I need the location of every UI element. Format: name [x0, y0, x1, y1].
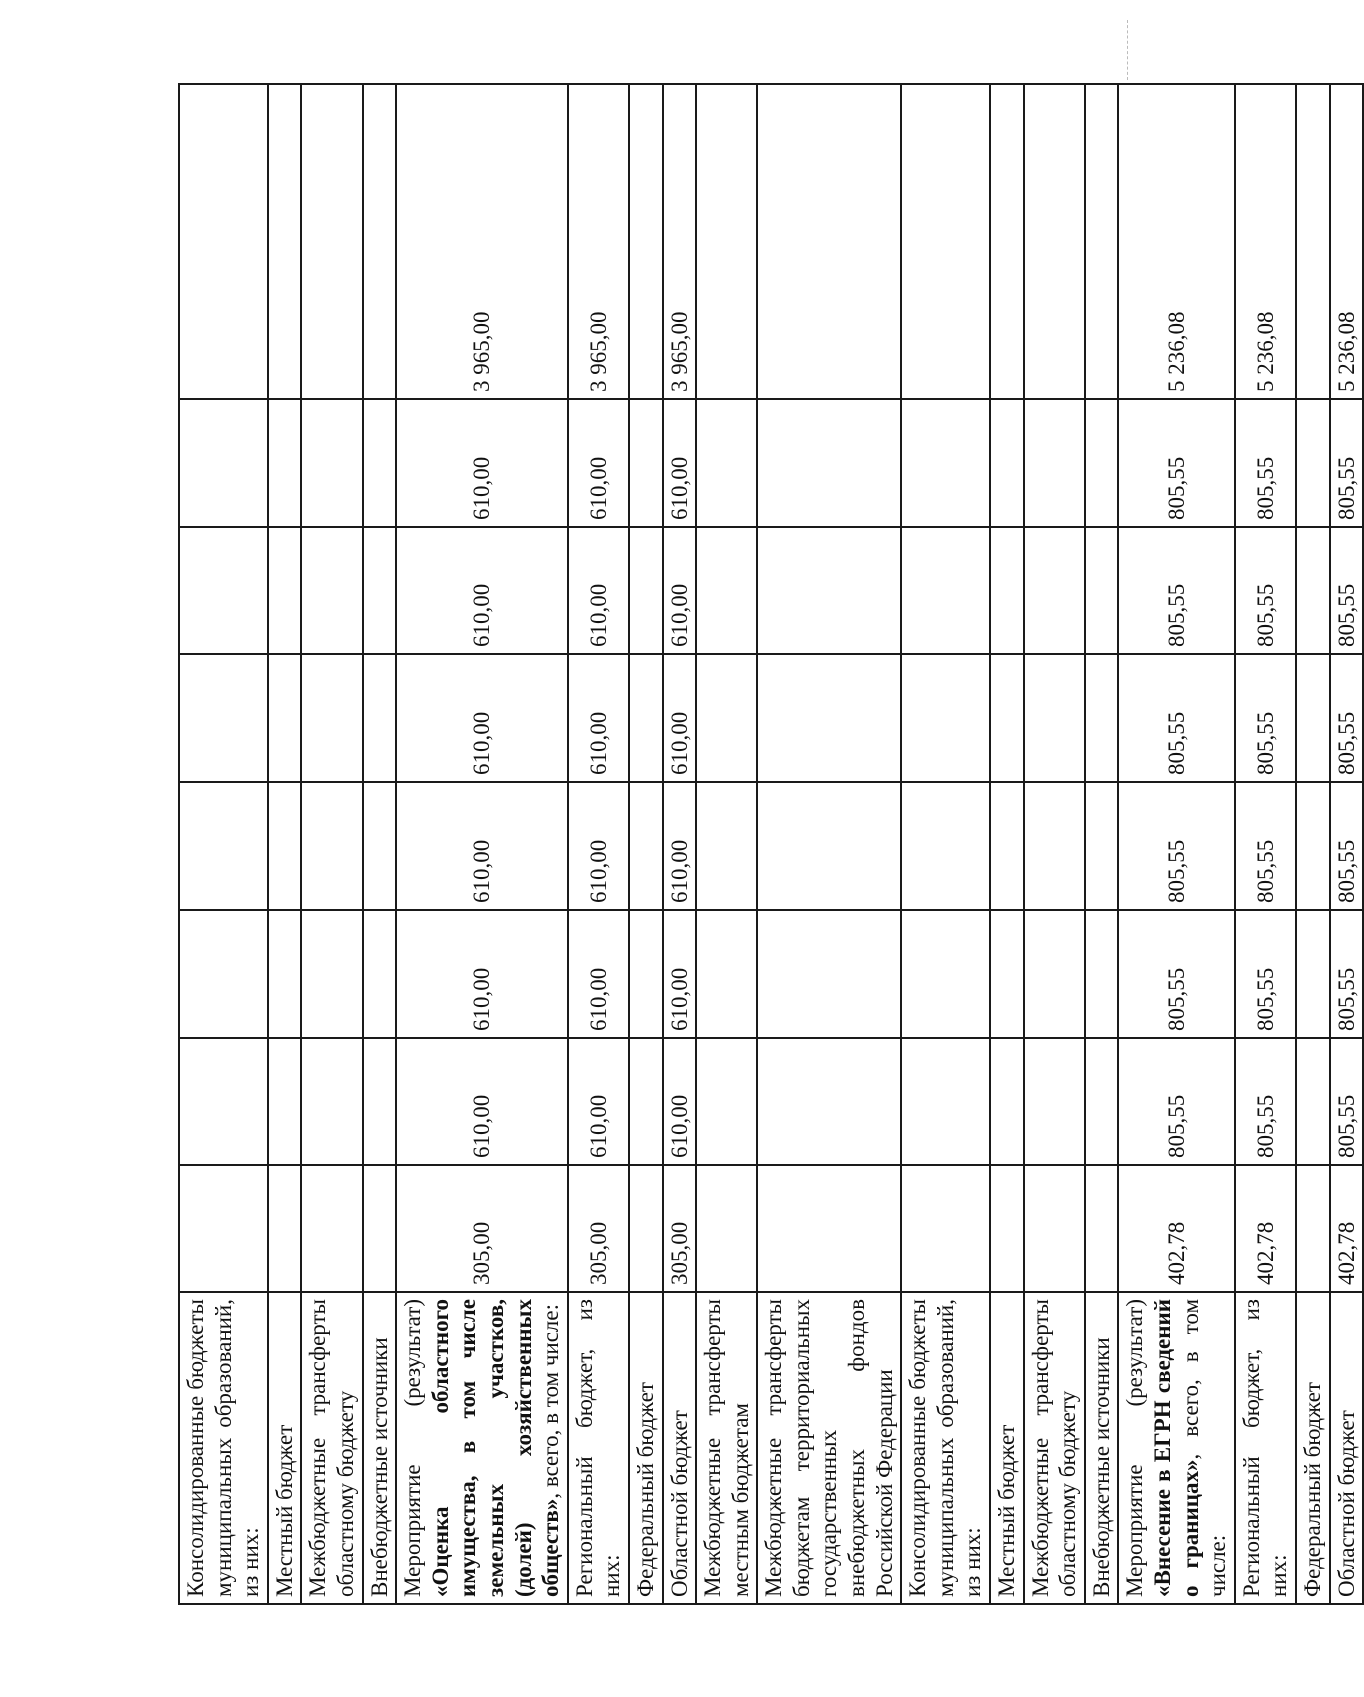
value-cell — [696, 527, 757, 654]
value-cell — [696, 654, 757, 782]
value-cell — [990, 1038, 1024, 1165]
value-cell — [1024, 910, 1085, 1038]
row-label: Местный бюджет — [990, 1292, 1024, 1604]
value-cell: 402,78 — [1118, 1165, 1234, 1292]
value-cell — [179, 399, 268, 527]
value-cell — [1085, 1038, 1119, 1165]
row-label: Региональный бюджет, из них: — [1235, 1292, 1296, 1604]
table-row — [757, 84, 901, 1604]
row-label: Межбюджетные трансферты местным бюджетам — [696, 1292, 757, 1604]
value-cell: 805,55 — [1235, 654, 1296, 782]
value-cell: 610,00 — [396, 910, 568, 1038]
row-label: Межбюджетные трансферты областному бюджету — [1024, 1292, 1085, 1604]
value-cell — [696, 399, 757, 527]
value-cell — [990, 1165, 1024, 1292]
table-row — [696, 84, 757, 1604]
row-label: Консолидированные бюджеты муниципальных образований, из них: — [901, 1292, 990, 1604]
table-row — [568, 84, 629, 1604]
table-row — [1330, 84, 1364, 1604]
value-cell — [757, 654, 901, 782]
value-cell — [901, 910, 990, 1038]
value-cell — [696, 910, 757, 1038]
value-cell — [1024, 654, 1085, 782]
row-label: Федеральный бюджет — [629, 1292, 663, 1604]
value-cell — [1296, 84, 1330, 399]
value-cell — [990, 527, 1024, 654]
value-cell: 5 236,08 — [1330, 84, 1364, 399]
value-cell — [1296, 527, 1330, 654]
value-cell — [629, 910, 663, 1038]
value-cell — [629, 399, 663, 527]
value-cell — [629, 1165, 663, 1292]
value-cell — [179, 910, 268, 1038]
value-cell: 402,78 — [1235, 1165, 1296, 1292]
value-cell: 805,55 — [1235, 782, 1296, 910]
value-cell — [901, 1165, 990, 1292]
value-cell — [696, 84, 757, 399]
row-label: Консолидированные бюджеты муниципальных образований, из них: — [179, 1292, 268, 1604]
value-cell: 610,00 — [396, 1038, 568, 1165]
row-label: Областной бюджет — [663, 1292, 697, 1604]
value-cell: 805,55 — [1235, 399, 1296, 527]
table-row — [179, 84, 268, 1604]
value-cell — [268, 399, 302, 527]
value-cell — [301, 399, 362, 527]
value-cell: 805,55 — [1118, 654, 1234, 782]
value-cell — [757, 910, 901, 1038]
value-cell: 805,55 — [1330, 527, 1364, 654]
value-cell — [990, 399, 1024, 527]
row-label-post: , всего, в том числе: — [1177, 1299, 1231, 1597]
row-label: Федеральный бюджет — [1296, 1292, 1330, 1604]
value-cell — [696, 1038, 757, 1165]
value-cell: 610,00 — [396, 399, 568, 527]
value-cell: 805,55 — [1330, 910, 1364, 1038]
value-cell — [990, 654, 1024, 782]
scan-artifact — [1127, 20, 1130, 80]
table-row — [1118, 84, 1234, 1604]
value-cell: 805,55 — [1118, 910, 1234, 1038]
row-label: Межбюджетные трансферты бюджетам территориальных государственных внебюджетных фондов Российской Федерации — [757, 1292, 901, 1604]
table-row — [990, 84, 1024, 1604]
value-cell — [179, 84, 268, 399]
value-cell: 805,55 — [1118, 527, 1234, 654]
value-cell — [363, 84, 397, 399]
value-cell: 610,00 — [663, 399, 697, 527]
table-row — [901, 84, 990, 1604]
table-row — [1235, 84, 1296, 1604]
value-cell: 610,00 — [396, 654, 568, 782]
value-cell — [629, 654, 663, 782]
table-row — [663, 84, 697, 1604]
value-cell — [901, 782, 990, 910]
row-label-pre: Мероприятие (результат) — [1122, 1299, 1148, 1597]
table-row — [301, 84, 362, 1604]
value-cell — [696, 1165, 757, 1292]
value-cell — [179, 1165, 268, 1292]
row-label: Внебюджетные источники — [363, 1292, 397, 1604]
table-row — [268, 84, 302, 1604]
value-cell — [268, 527, 302, 654]
value-cell — [1024, 1165, 1085, 1292]
value-cell — [179, 527, 268, 654]
value-cell — [1085, 527, 1119, 654]
value-cell: 610,00 — [396, 527, 568, 654]
value-cell — [990, 910, 1024, 1038]
value-cell — [1296, 399, 1330, 527]
value-cell — [757, 84, 901, 399]
value-cell — [1085, 84, 1119, 399]
table-row — [1085, 84, 1119, 1604]
value-cell: 5 236,08 — [1235, 84, 1296, 399]
value-cell — [757, 1038, 901, 1165]
value-cell — [363, 1038, 397, 1165]
value-cell: 3 965,00 — [396, 84, 568, 399]
value-cell — [363, 654, 397, 782]
table-row — [1296, 84, 1330, 1604]
value-cell — [990, 782, 1024, 910]
row-label-post: , всего, в том числе: — [538, 1303, 564, 1499]
value-cell — [301, 910, 362, 1038]
value-cell — [1024, 399, 1085, 527]
value-cell: 610,00 — [663, 527, 697, 654]
table-row — [363, 84, 397, 1604]
value-cell — [301, 527, 362, 654]
value-cell — [179, 782, 268, 910]
row-label-bold: «Оценка областного имущества, в том числе земельных участков, (долей) хозяйственных обществ» — [427, 1299, 564, 1597]
value-cell: 3 965,00 — [663, 84, 697, 399]
row-label: Внебюджетные источники — [1085, 1292, 1119, 1604]
budget-table — [178, 83, 1364, 1605]
value-cell: 610,00 — [568, 1038, 629, 1165]
value-cell — [301, 84, 362, 399]
value-cell: 610,00 — [663, 654, 697, 782]
value-cell: 610,00 — [663, 910, 697, 1038]
value-cell: 3 965,00 — [568, 84, 629, 399]
value-cell — [1296, 654, 1330, 782]
table-row — [629, 84, 663, 1604]
value-cell: 610,00 — [568, 782, 629, 910]
value-cell — [629, 84, 663, 399]
value-cell — [268, 84, 302, 399]
table-body — [179, 84, 1363, 1604]
value-cell: 805,55 — [1330, 1038, 1364, 1165]
value-cell — [268, 1165, 302, 1292]
value-cell: 805,55 — [1235, 1038, 1296, 1165]
value-cell: 805,55 — [1118, 782, 1234, 910]
row-label: Региональный бюджет, из них: — [568, 1292, 629, 1604]
value-cell — [1024, 782, 1085, 910]
value-cell — [629, 527, 663, 654]
row-label-pre: Мероприятие (результат) — [400, 1299, 426, 1597]
value-cell — [1296, 910, 1330, 1038]
row-label: Областной бюджет — [1330, 1292, 1364, 1604]
table-row — [1024, 84, 1085, 1604]
value-cell — [301, 782, 362, 910]
value-cell — [363, 1165, 397, 1292]
value-cell: 610,00 — [568, 910, 629, 1038]
value-cell: 805,55 — [1330, 399, 1364, 527]
row-label — [396, 1292, 568, 1604]
value-cell: 610,00 — [568, 654, 629, 782]
value-cell — [901, 654, 990, 782]
value-cell: 805,55 — [1118, 1038, 1234, 1165]
value-cell: 305,00 — [396, 1165, 568, 1292]
value-cell: 805,55 — [1235, 527, 1296, 654]
rotated-table-block — [178, 85, 1359, 1605]
value-cell — [268, 1038, 302, 1165]
value-cell — [990, 84, 1024, 399]
value-cell — [901, 1038, 990, 1165]
value-cell: 805,55 — [1330, 782, 1364, 910]
value-cell: 5 236,08 — [1118, 84, 1234, 399]
value-cell — [901, 527, 990, 654]
value-cell: 610,00 — [663, 782, 697, 910]
value-cell: 305,00 — [568, 1165, 629, 1292]
value-cell — [1296, 1038, 1330, 1165]
value-cell: 610,00 — [663, 1038, 697, 1165]
value-cell — [268, 782, 302, 910]
row-label: Межбюджетные трансферты областному бюджету — [301, 1292, 362, 1604]
value-cell: 805,55 — [1330, 654, 1364, 782]
value-cell — [1085, 1165, 1119, 1292]
value-cell: 402,78 — [1330, 1165, 1364, 1292]
value-cell — [1024, 1038, 1085, 1165]
value-cell — [1024, 527, 1085, 654]
value-cell — [363, 910, 397, 1038]
value-cell — [268, 910, 302, 1038]
row-label-bold: «Внесение в ЕГРН сведений о границах» — [1150, 1299, 1203, 1597]
value-cell — [1085, 910, 1119, 1038]
value-cell — [1085, 654, 1119, 782]
value-cell — [757, 1165, 901, 1292]
value-cell — [629, 782, 663, 910]
value-cell — [363, 399, 397, 527]
value-cell: 805,55 — [1235, 910, 1296, 1038]
value-cell — [1296, 1165, 1330, 1292]
value-cell — [757, 399, 901, 527]
value-cell — [363, 782, 397, 910]
value-cell: 305,00 — [663, 1165, 697, 1292]
value-cell — [629, 1038, 663, 1165]
value-cell — [757, 527, 901, 654]
value-cell — [179, 654, 268, 782]
value-cell: 610,00 — [568, 399, 629, 527]
value-cell — [301, 654, 362, 782]
table-row — [396, 84, 568, 1604]
value-cell — [179, 1038, 268, 1165]
value-cell — [696, 782, 757, 910]
value-cell: 805,55 — [1118, 399, 1234, 527]
value-cell — [1085, 782, 1119, 910]
value-cell: 610,00 — [568, 527, 629, 654]
value-cell — [268, 654, 302, 782]
value-cell — [363, 527, 397, 654]
row-label: Местный бюджет — [268, 1292, 302, 1604]
value-cell — [301, 1165, 362, 1292]
value-cell — [301, 1038, 362, 1165]
value-cell — [1296, 782, 1330, 910]
row-label — [1118, 1292, 1234, 1604]
value-cell — [757, 782, 901, 910]
value-cell — [1085, 399, 1119, 527]
value-cell: 610,00 — [396, 782, 568, 910]
value-cell — [901, 84, 990, 399]
value-cell — [1024, 84, 1085, 399]
value-cell — [901, 399, 990, 527]
